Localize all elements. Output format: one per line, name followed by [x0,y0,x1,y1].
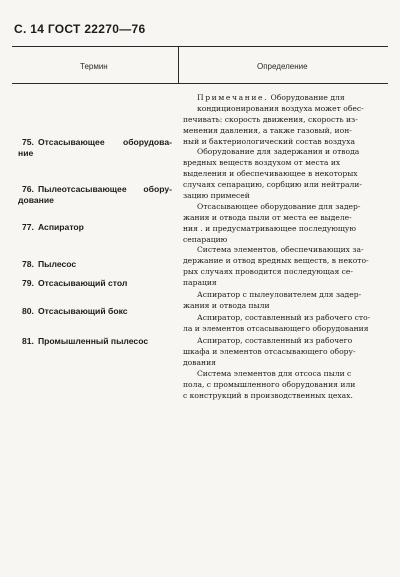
term-80-number: 80. [22,306,34,316]
definition-line: случаях сепарацию, сорбцию или нейтрали- [183,179,362,189]
note-block [183,93,386,148]
definition-line: вредных веществ воздухом от места их [183,157,341,167]
term-76-number: 76. [22,184,34,194]
table-top-rule [12,46,388,47]
note-line-4: менения давления, а также газовый, ион- [183,125,352,135]
definition-line: пола, с промышленного оборудования или [183,379,356,389]
term-75-text: Отсасывающее оборудова- [37,137,172,147]
definition-line: Система элементов для отсоса пыли с [197,369,352,378]
term-79-line-1 [22,278,172,289]
term-77-line-1 [22,222,172,233]
term-76-line-1 [22,184,172,195]
definition-line: Аспиратор с пылеуловителем для задер- [197,290,362,299]
term-78 [22,259,172,270]
term-81-text: Промышленный пылесос [37,336,149,346]
definition-77 [183,245,386,289]
definition-line: парация [183,277,217,287]
definition-line: Система элементов, обеспечивающих за- [197,245,364,254]
term-80-line-1 [22,306,172,317]
column-header-definition: Определение [257,62,308,71]
definition-line: держание и отвод вредных веществ, в некото- [183,255,369,265]
definition-line: рых случаях проводится последующая се- [183,266,353,276]
definition-76 [183,202,386,246]
definition-81 [183,369,386,402]
definition-line: сепарацию [183,234,228,244]
note-line-5: ный и бактериологический состав воздуха [183,136,356,146]
term-81 [22,336,172,347]
definition-line: Отсасывающее оборудование для задер- [197,202,361,211]
definition-79 [183,313,386,335]
term-78-number: 78. [22,259,34,269]
definition-line: выделения и обеспечивающее в некоторых [183,168,358,178]
definition-line: шкафа и элементов отсасывающего обору- [183,346,356,356]
term-79 [22,278,172,289]
definition-line: с конструкций в производственных цехах. [183,390,353,400]
column-header-term: Термин [80,62,108,71]
term-77 [22,222,172,233]
page-header: С. 14 ГОСТ 22270—76 [14,22,146,36]
definition-line: ния . и предусматривающее последующую [183,223,356,233]
note-line-3: печивать: скорость движения, скорость из- [183,114,358,124]
term-76 [18,184,172,206]
term-76-text: Пылеотсасывающее обору- [37,184,172,194]
definition-line: дования [183,357,216,367]
definition-line: жания и отвода пыли [183,300,270,310]
term-77-number: 77. [22,222,34,232]
table-header-rule [12,83,388,84]
definition-75 [183,147,386,202]
definition-line: зацию примесей [183,190,250,200]
term-77-text: Аспиратор [37,222,84,232]
term-75-line-2: ние [18,148,34,158]
note-line-2: кондиционирования воздуха может обес- [197,103,364,113]
term-81-number: 81. [22,336,34,346]
definition-80-text [183,336,386,369]
term-75-number: 75. [22,137,34,147]
term-78-line-1 [22,259,172,270]
term-75 [18,137,172,159]
definition-line: жания и отвода пыли от места ее выделе- [183,212,352,222]
note-text-1: Оборудование для [270,93,345,102]
term-80-text: Отсасывающий бокс [37,306,128,316]
note-line-1 [183,93,386,104]
term-79-text: Отсасывающий стол [37,278,128,288]
definition-line: Аспиратор, составленный из рабочего сто- [197,313,371,322]
term-75-line-1 [22,137,172,148]
definition-78 [183,290,386,312]
term-76-line-2: дование [18,195,54,205]
definition-line: ла и элементов отсасывающего оборудования [183,323,369,333]
term-81-line-1 [22,336,172,347]
column-divider [178,46,179,84]
term-79-number: 79. [22,278,34,288]
term-78-text: Пылесос [37,259,77,269]
definition-line: Аспиратор, составленный из рабочего [197,336,353,345]
definition-line: Оборудование для задержания и отвода [197,147,360,156]
note-label: Примечание. [197,93,269,102]
term-80 [22,306,172,317]
